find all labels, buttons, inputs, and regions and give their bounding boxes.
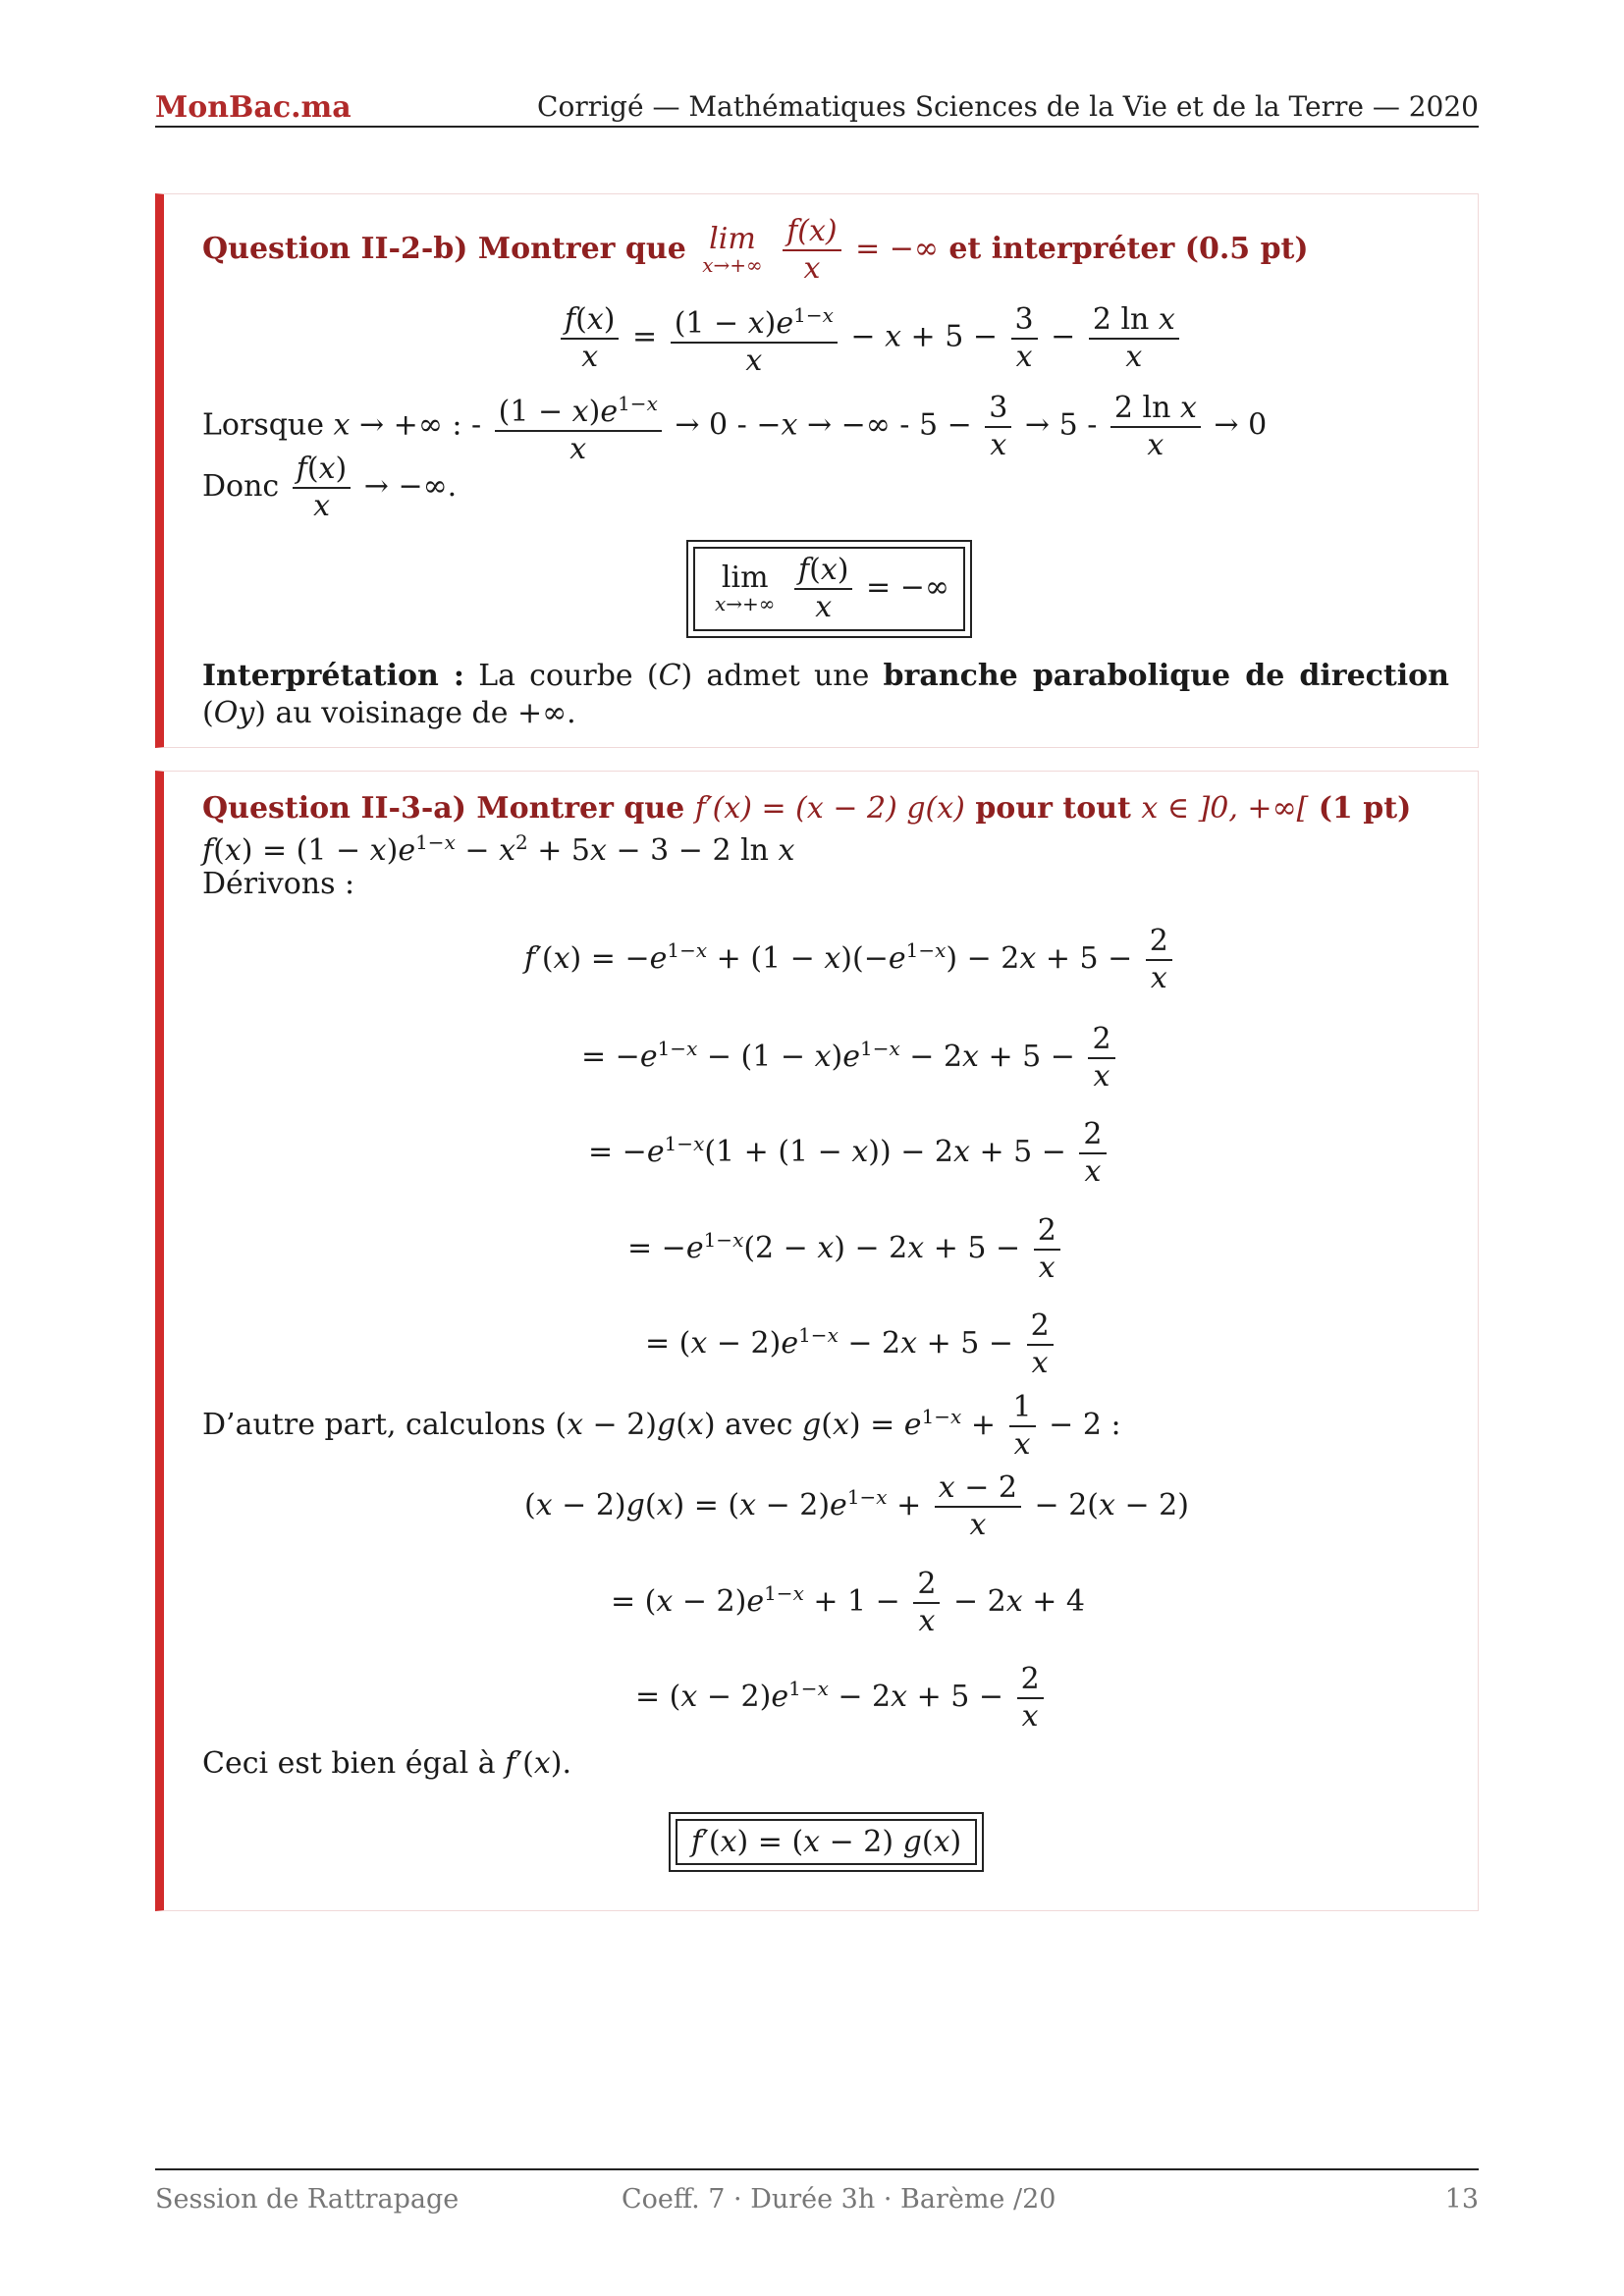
derivative-step-5: = $(x - 2)e^{1-x} - 2x + 5$ − $\frac{2}{x}$ bbox=[645, 1308, 1057, 1381]
boxed-result-limit: lim x→+∞ $\frac{f(x)}{x}$ = −∞ bbox=[686, 540, 972, 638]
question-heading: Question II-2-b) Montrer que lim x→+∞ $\frac{f(x)}{x}$ = −∞ et interpréter (0.5 pt) bbox=[202, 214, 1309, 286]
other-side-line: D’autre part, calculons (x − 2)g(x) avec $g(x) = e^{1-x}$ + $\frac{1}{x}$ − 2 : bbox=[202, 1390, 1121, 1462]
product-step-3: = $(x - 2)e^{1-x} - 2x + 5$ − $\frac{2}{x}$ bbox=[635, 1662, 1048, 1735]
derivative-step-2: = $-e^{1-x} - (1 - x)e^{1-x} - 2x + 5$ − $\frac{2}{x}$ bbox=[581, 1022, 1119, 1095]
session-label: Session de Rattrapage bbox=[155, 2184, 460, 2215]
product-step-1: $(x - 2)g(x) = (x - 2)e^{1-x}$ + $\frac{x - 2}{x}$ − 2(x − 2) bbox=[524, 1470, 1189, 1542]
question-box-ii-3-a bbox=[155, 771, 1479, 1911]
page-header bbox=[155, 90, 1479, 128]
document-title: Corrigé — Mathématiques Sciences de la Vie et de la Terre — 2020 bbox=[537, 90, 1479, 123]
given-function: $f(x) = (1 - x)e^{1-x} - x^2 + 5x - 3 - 2$ ln x bbox=[202, 830, 795, 868]
question-heading: Question II-3-a) Montrer que f′(x) = (x − 2) g(x) pour tout x ∈ ]0, +∞[ (1 pt) bbox=[202, 791, 1412, 826]
page-footer bbox=[155, 2168, 1479, 2215]
interpretation-paragraph: Interprétation : La courbe (C) admet une branche parabolique de direction (Oy) au voisinage de +∞. bbox=[202, 659, 1449, 730]
boxed-result-derivative: f′(x) = (x − 2) g(x) bbox=[669, 1812, 984, 1872]
limit-explanation: Lorsque x → +∞ : - $\frac{(1 - x)e^{1-x}}{x}$ → 0 - −x → −∞ - 5 − $\frac{3}{x}$ → 5 - $\frac{\text{2 ln x}}{x}$ → 0 bbox=[202, 386, 1267, 467]
page-number: 13 bbox=[1444, 2184, 1479, 2215]
brand-logo[interactable]: MonBac.ma bbox=[155, 90, 352, 125]
equation-fx-over-x: $\frac{f(x)}{x}$ = $\frac{(1 - x)e^{1-x}}{x}$ − x + 5 − $\frac{3}{x}$ − $\frac{\text{2 ln x}}{x}$ bbox=[557, 297, 1183, 379]
donc-line: Donc $\frac{f(x)}{x}$ → −∞. bbox=[202, 452, 458, 523]
product-step-2: = $(x - 2)e^{1-x} + 1$ − $\frac{2}{x}$ − 2x + 4 bbox=[611, 1567, 1085, 1638]
question-box-ii-2-b bbox=[155, 193, 1479, 748]
derivative-step-3: = $-e^{1-x}(1 + (1 - x)) - 2x + 5$ − $\frac{2}{x}$ bbox=[588, 1117, 1110, 1190]
derive-label: Dérivons : bbox=[202, 867, 355, 901]
derivative-step-1: $f'(x) = -e^{1-x} + (1 - x)(-e^{1-x}) - 2x + 5$ − $\frac{2}{x}$ bbox=[524, 924, 1176, 996]
conclusion-line: Ceci est bien égal à f′(x). bbox=[202, 1746, 571, 1781]
exam-info: Coeff. 7 · Durée 3h · Barème /20 bbox=[622, 2184, 1056, 2215]
derivative-step-4: = $-e^{1-x}(2 - x) - 2x + 5$ − $\frac{2}{x}$ bbox=[627, 1213, 1064, 1286]
